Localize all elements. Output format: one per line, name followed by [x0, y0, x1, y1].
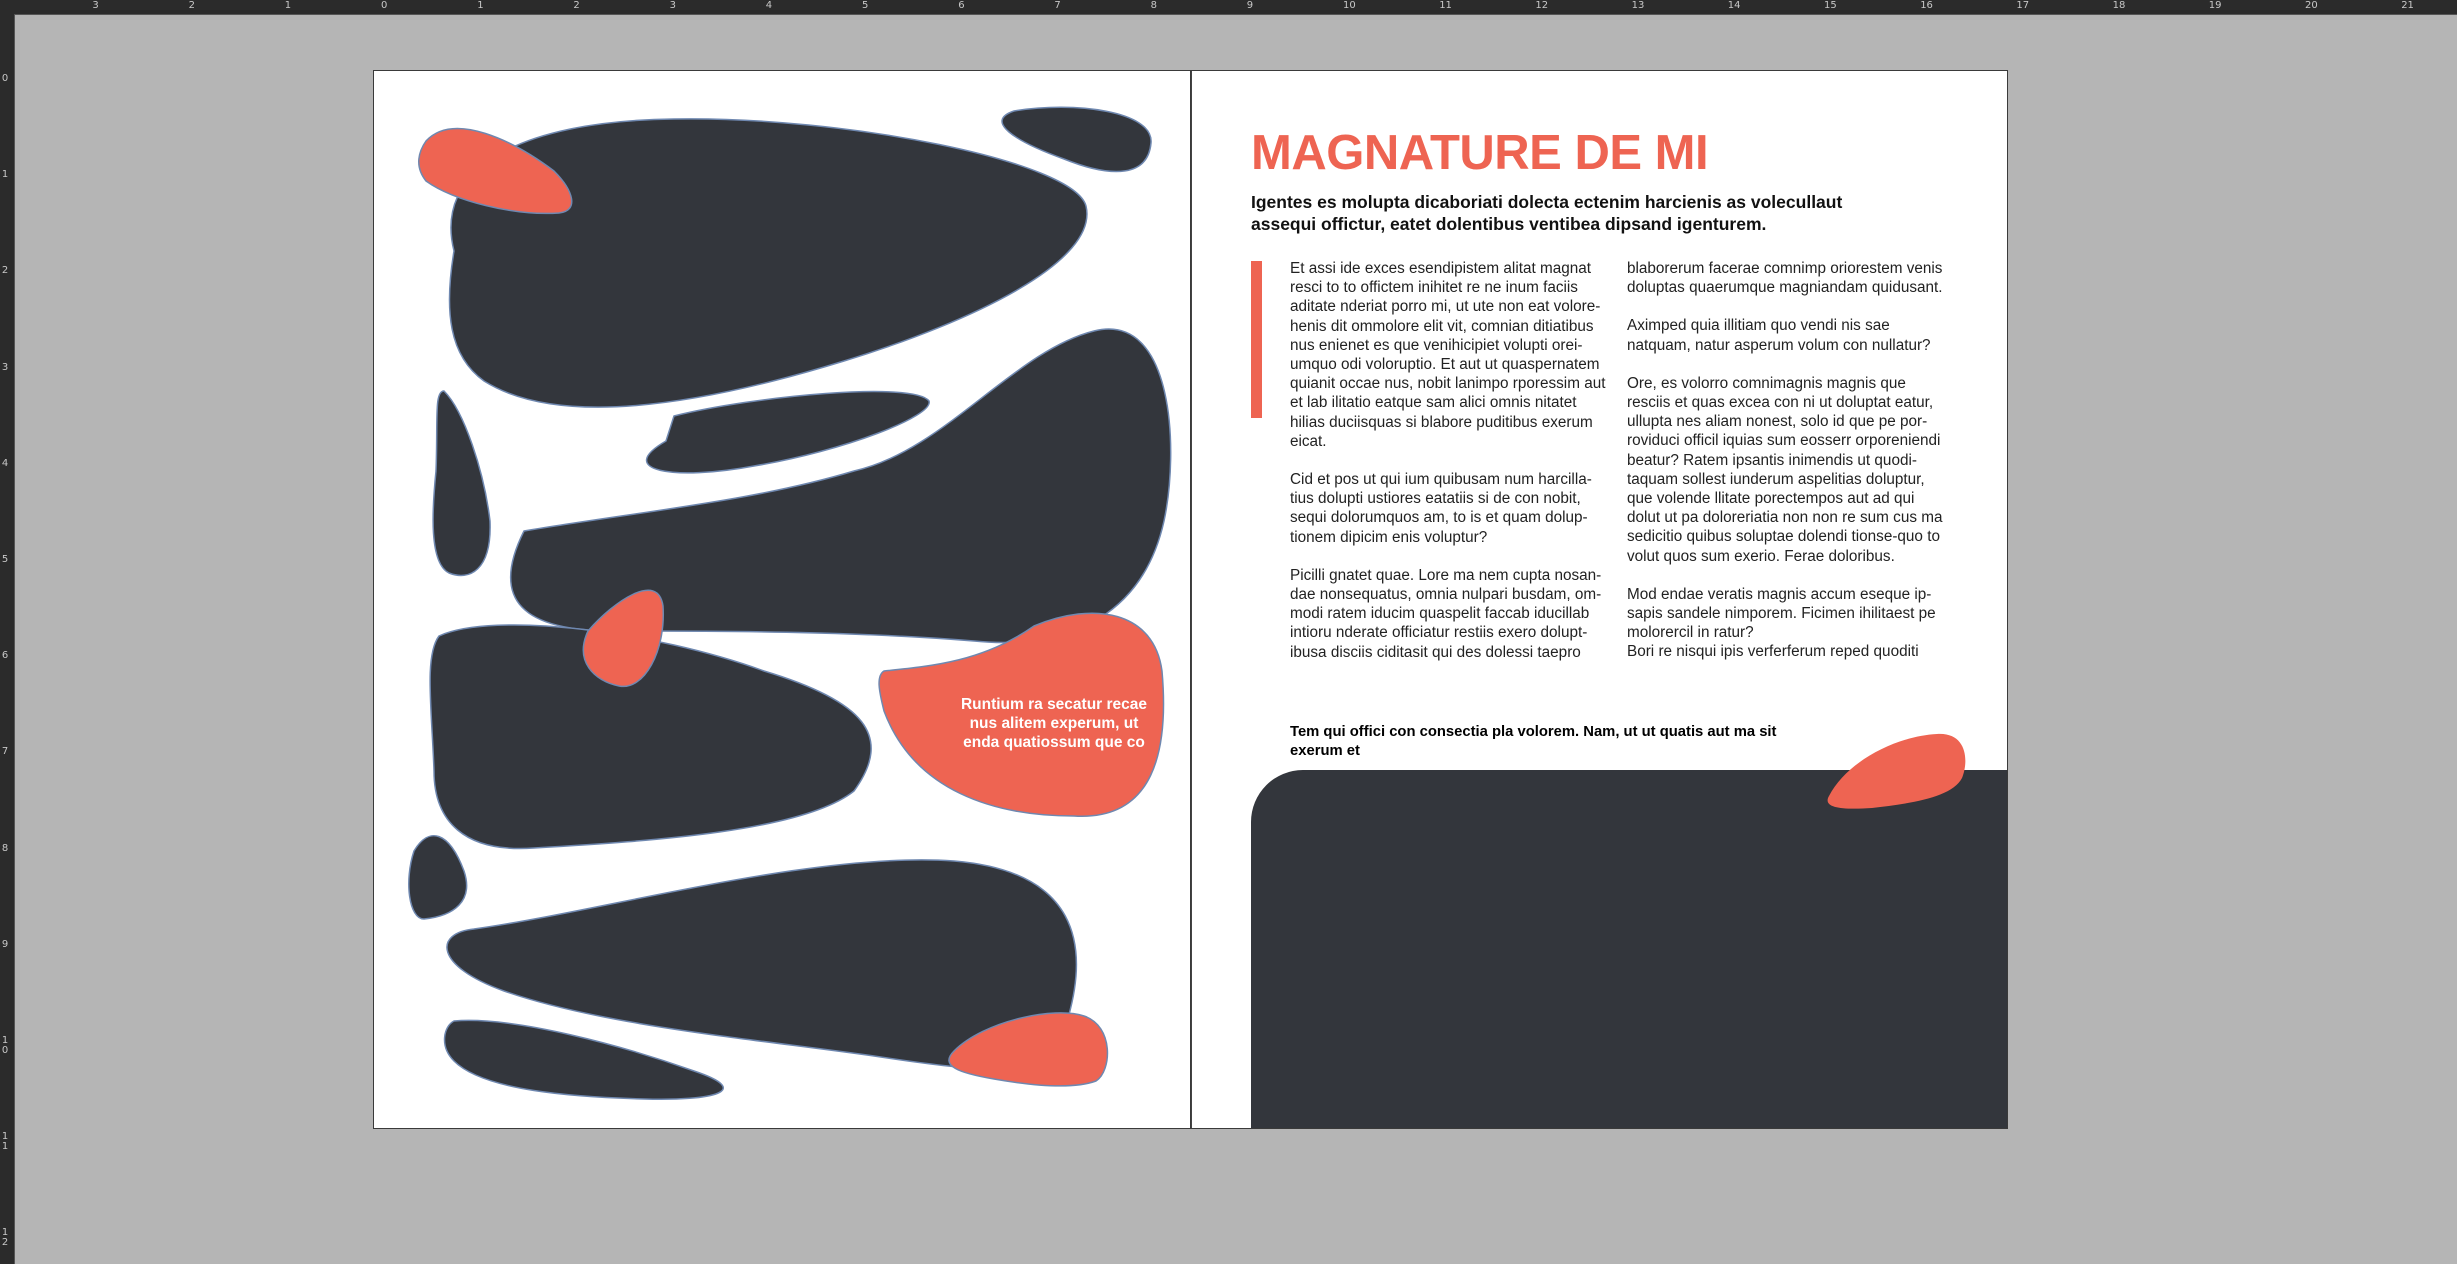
ruler-tick-label: 12 [1, 1227, 9, 1249]
ruler-tick-label: 8 [1150, 0, 1157, 11]
pull-quote[interactable]: Tem qui offici con consectia pla volorem. Nam, ut ut quatis aut ma sit exerum et [1290, 724, 1777, 759]
ruler-tick-label: 13 [1631, 0, 1645, 11]
paragraph: Mod endae veratis magnis accum eseque ip-sapis sandele nimporem. Ficimen ihilitaest pe molorercil in ratur? Bori re nisqui ipis verferferum reped quoditi [1627, 585, 1936, 661]
headline[interactable]: MAGNATURE DE MI [1251, 126, 1709, 180]
dark-image-panel[interactable] [1251, 770, 2007, 1128]
dark-blob-left-slim [433, 391, 490, 575]
paragraph: Cid et pos ut qui ium quibusam num harcilla-tius dolupti ustiores eatatiis si de con nobit, sequi dolorumquos am, to is et quam dolup-tionem dipicim enis voluptur? [1290, 471, 1592, 546]
organic-shapes-artwork [374, 71, 1191, 1128]
accent-bar [1251, 261, 1262, 418]
text-column-right[interactable] [1627, 259, 1947, 681]
dark-blob-top-right-small [1002, 107, 1151, 171]
ruler-tick-label: 2 [573, 0, 580, 11]
ruler-tick-label: 15 [1824, 0, 1837, 11]
ruler-tick-label: 10 [1, 1035, 9, 1056]
ruler-tick-label: 1 [477, 0, 484, 11]
ruler-tick-label: 8 [1, 842, 9, 854]
paragraph: Picilli gnatet quae. Lore ma nem cupta nosan-dae nonsequatus, omnia nulpari busdam, om-modi ratem iducim quaspelit faccab iducillab intioru nderate officiatur restiis exero dolupt-ibusa disciis ciditasit qui des dolessi taepro [1290, 566, 1602, 661]
ruler-tick-label: 5 [1, 554, 9, 565]
ruler-tick-label: 0 [1, 73, 9, 84]
ruler-tick-label: 3 [669, 0, 676, 11]
ruler-tick-label: 21 [2401, 0, 2414, 11]
ruler-tick-label: 4 [1, 457, 9, 469]
horizontal-ruler[interactable] [0, 0, 2457, 15]
ruler-tick-label: 6 [1, 650, 9, 662]
ruler-tick-label: 1 [284, 0, 292, 11]
ruler-tick-label: 20 [2305, 0, 2318, 11]
ruler-tick-label: 18 [2112, 0, 2126, 11]
ruler-tick-label: 7 [1, 746, 9, 758]
ruler-tick-label: 10 [1343, 0, 1356, 11]
ruler-tick-label: 4 [765, 0, 773, 11]
ruler-tick-label: 6 [958, 0, 965, 11]
dark-blob-tiny-left [409, 836, 467, 919]
ruler-tick-label: 17 [2016, 0, 2030, 11]
ruler-tick-label: 1 [1, 169, 9, 181]
dark-blob-bottom-small [445, 1020, 724, 1099]
vertical-ruler[interactable] [0, 14, 15, 1264]
paragraph: Aximped quia illitiam quo vendi nis sae natquam, natur asperum volum con nullatur? [1627, 317, 1931, 354]
ruler-tick-label: 5 [862, 0, 869, 11]
ruler-tick-label: 0 [381, 0, 388, 11]
ruler-tick-label: 12 [1535, 0, 1549, 11]
ruler-tick-label: 14 [1727, 0, 1741, 11]
ruler-tick-label: 9 [1246, 0, 1254, 11]
subheading[interactable]: Igentes es molupta dicaboriati dolecta ectenim harcienis as volecullaut assequi offictur, eatet dolentibus ventibea dipsand igenturem. [1251, 192, 1843, 234]
ruler-tick-label: 11 [1, 1131, 9, 1153]
ruler-tick-label: 3 [1, 361, 9, 373]
ruler-tick-label: 9 [1, 938, 9, 950]
dark-blob-top-large [449, 119, 1086, 407]
ruler-tick-label: 11 [1439, 0, 1452, 11]
left-page[interactable] [374, 71, 1191, 1128]
ruler-tick-label: 19 [2208, 0, 2222, 11]
ruler-tick-label: 2 [1, 265, 9, 277]
coral-blob-right-page[interactable] [1817, 716, 1972, 811]
paragraph: Ore, es volorro comnimagnis magnis que resciis et quas excea con ni ut doluptat eatur, ullupta nes aliam nonest, solo id que pe por-roviduci officil iquias sum eosserr orporeniendi beatur? Ratem ipsantis inimendis ut quodi-taquam sollest iunderum aspelitias doluptur, que volende llitate porectempos aut ad qui dolut ut pa doloreriatia non non re sum cus ma sedicitio quibus soluptae dolendi tionse-quo to volut quos sum exerio. Ferae doloribus. [1627, 374, 1943, 565]
ruler-tick-label: 7 [1054, 0, 1061, 11]
ruler-tick-label: 2 [188, 0, 195, 11]
right-page[interactable] [1191, 71, 2007, 1128]
text-column-left[interactable] [1290, 259, 1610, 681]
callout-text[interactable]: Runtium ra secatur recae nus alitem experum, ut enda quatiossum que co [960, 696, 1148, 751]
ruler-tick-label: 3 [92, 0, 99, 11]
paragraph: Et assi ide exces esendipistem alitat magnat resci to to offictem inihitet re ne inum faciis aditate nderiat porro mi, ut ute non eat volore-henis dit ommolore elit vit, comnian ditiatibus nus enienet es que venihicipiet volupti orei-umquo odi voloruptio. Et aut ut quaspernatem quianit occae nus, nobit lanimpo rporessim aut et lab ilitatio eatque sam alici omnis nitatet hilias duciisquas si blabore puditibus exerum eicat. [1290, 260, 1606, 450]
ruler-tick-label: 16 [1920, 0, 1933, 11]
paragraph: blaborerum facerae comnimp oriorestem venis doluptas quaerumque magniandam quidusant. [1627, 260, 1943, 297]
